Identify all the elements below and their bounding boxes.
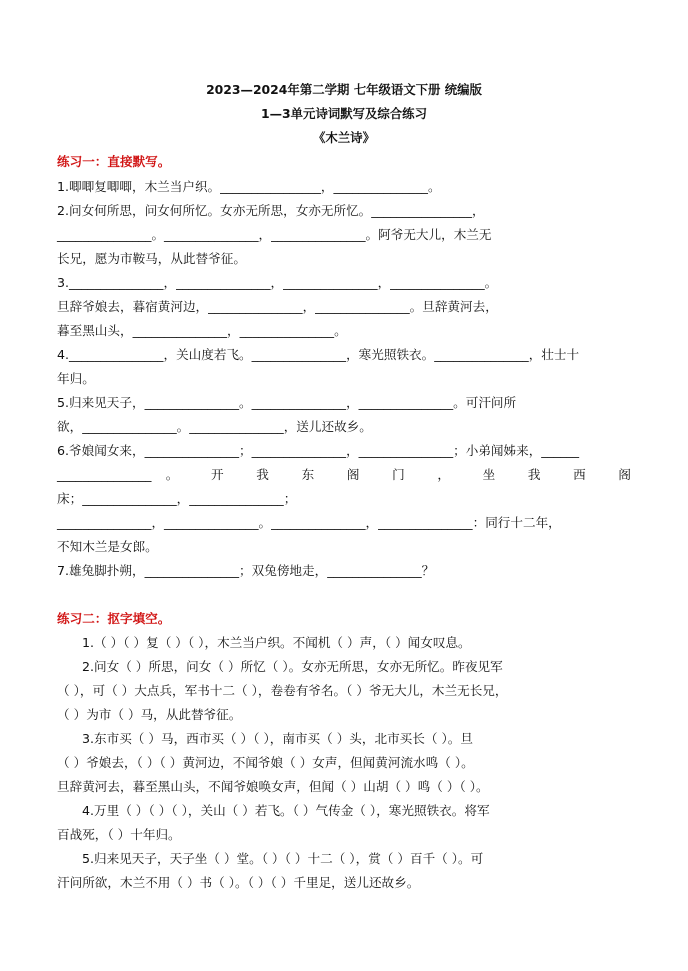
poem-title: 《木兰诗》 bbox=[313, 130, 375, 145]
worksheet-subtitle: 1—3单元诗词默写及综合练习 bbox=[261, 106, 427, 121]
ex2-line: 5.归来见天子，天子坐（ ）堂。（ ）（ ）十二（ ），赏（ ）百千（ ）。可 bbox=[82, 851, 484, 866]
ex1-line: _______________。 开 我 东 阁 门 ， 坐 我 西 阁 bbox=[57, 467, 631, 482]
ex1-line: _______________，_______________。_______________，_______________：同行十二年， bbox=[57, 515, 561, 530]
ex1-line: 床；_______________，_______________； bbox=[57, 491, 297, 506]
ex2-line: （ ），可（ ）大点兵，军书十二（ ），卷卷有爷名。（ ）爷无大儿，木兰无长兄， bbox=[57, 683, 508, 698]
exercise2-heading: 练习二：抠字填空。 bbox=[57, 611, 171, 626]
ex1-line: 4._______________，关山度若飞。_______________，寒光照铁衣。_______________，壮士十 bbox=[57, 347, 580, 362]
ex1-line: 旦辞爷娘去，暮宿黄河边，_______________，_______________。旦辞黄河去， bbox=[57, 299, 498, 314]
ex1-line: 7.雄兔脚扑朔，_______________；双兔傍地走，_______________？ bbox=[57, 563, 435, 578]
ex1-line: 年归。 bbox=[57, 371, 95, 386]
ex2-line: 百战死，（ ）十年归。 bbox=[57, 827, 181, 842]
ex1-line: _______________。_______________，_______________。阿爷无大儿，木兰无 bbox=[57, 227, 492, 242]
ex2-line: 汗问所欲，木兰不用（ ）书（ ）。（ ）（ ）千里足，送儿还故乡。 bbox=[57, 875, 420, 890]
ex2-line: （ ）爷娘去，（ ）（ ）黄河边，不闻爷娘（ ）女声，但闻黄河流水鸣（ ）。 bbox=[57, 755, 474, 770]
exercise1-heading: 练习一：直接默写。 bbox=[57, 154, 171, 169]
worksheet-title: 2023—2024年第二学期 七年级语文下册 统编版 bbox=[206, 82, 482, 97]
ex2-line: 4.万里（ ）（ ）（ ），关山（ ）若飞。（ ）气传金（ ），寒光照铁衣。将军 bbox=[82, 803, 490, 818]
ex1-line: 欲，_______________。_______________，送儿还故乡。 bbox=[57, 419, 372, 434]
ex1-line: 5.归来见天子，_______________。_______________，_______________。可汗问所 bbox=[57, 395, 517, 410]
ex2-line: 1.（ ）（ ）复（ ）（ ），木兰当户织。不闻机（ ）声，（ ）闻女叹息。 bbox=[82, 635, 471, 650]
ex1-line: 暮至黑山头，_______________，_______________。 bbox=[57, 323, 347, 338]
ex1-line: 1.唧唧复唧唧，木兰当户织。________________，_______________。 bbox=[57, 179, 441, 194]
ex2-line: 2.问女（ ）所思，问女（ ）所忆（ ）。女亦无所思，女亦无所忆。昨夜见军 bbox=[82, 659, 503, 674]
ex2-line: （ ）为市（ ）马，从此替爷征。 bbox=[57, 707, 242, 722]
ex2-line: 3.东市买（ ）马，西市买（ ）（ ），南市买（ ）头，北市买长（ ）。旦 bbox=[82, 731, 473, 746]
ex1-line: 不知木兰是女郎。 bbox=[57, 539, 158, 554]
ex2-line: 旦辞黄河去，暮至黑山头，不闻爷娘唤女声，但闻（ ）山胡（ ）鸣（ ）（ ）。 bbox=[57, 779, 489, 794]
ex1-line: 长兄，愿为市鞍马，从此替爷征。 bbox=[57, 251, 246, 266]
ex1-line: 3._______________，_______________，_______________，_______________。 bbox=[57, 275, 498, 290]
ex1-line: 6.爷娘闻女来，_______________；_______________，_______________；小弟闻姊来，______ bbox=[57, 443, 580, 458]
ex1-line: 2.问女何所思，问女何所忆。女亦无所思，女亦无所忆。________________， bbox=[57, 203, 485, 218]
